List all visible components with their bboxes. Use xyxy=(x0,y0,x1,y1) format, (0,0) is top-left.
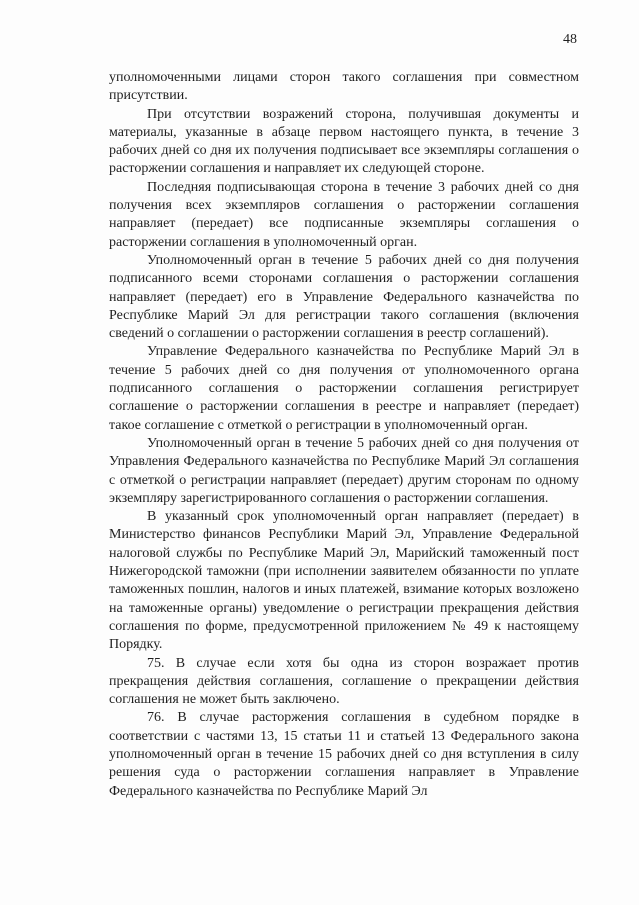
paragraph-item-75: 75. В случае если хотя бы одна из сторон возражает против прекращения действия соглашения, соглашение о прекращении действия соглашения не может быть заключено. xyxy=(109,655,579,708)
paragraph: Управление Федерального казначейства по Республике Марий Эл в течение 5 рабочих дней со дня получения от уполномоченного органа подписанного соглашения о расторжении соглашения регистрирует соглашение о расторжении соглашения в реестре и направляет (передает) такое соглашение с отметкой о регистрации в уполномоченный орган. xyxy=(109,344,579,433)
paragraph: Уполномоченный орган в течение 5 рабочих дней со дня получения подписанного всеми сторонами соглашения о расторжении соглашения направляет (передает) его в Управление Федерального казначейства по Республике Марий Эл для регистрации такого соглашения (включения сведений о соглашении о расторжении соглашения в реестр соглашений). xyxy=(109,252,579,342)
paragraph: Уполномоченный орган в течение 5 рабочих дней со дня получения от Управления Федерального казначейства по Республике Марий Эл соглашения с отметкой о регистрации направляет (передает) другим сторонам по одному экземпляру зарегистрированного соглашения о расторжении соглашения. xyxy=(109,435,579,506)
paragraph: уполномоченными лицами сторон такого соглашения при совместном присутствии. xyxy=(109,70,579,104)
page-number: 48 xyxy=(563,32,577,47)
paragraph: При отсутствии возражений сторона, получившая документы и материалы, указанные в абзаце первом настоящего пункта, в течение 3 рабочих дней со дня их получения подписывает все экземпляры соглашения о расторжении соглашения и направляет их следующей стороне. xyxy=(109,106,579,177)
paragraph-item-76: 76. В случае расторжения соглашения в судебном порядке в соответствии с частями 13, 15 статьи 11 и статьей 13 Федерального закона уполномоченный орган в течение 15 рабочих дней со дня вступления в силу решения суда о расторжении соглашения направляет в Управление Федерального казначейства по Республике Марий Эл xyxy=(109,710,579,799)
paragraph: В указанный срок уполномоченный орган направляет (передает) в Министерство финансов Республики Марий Эл, Управление Федеральной налоговой службы по Республике Марий Эл, Марийский таможенный пост Нижегородской таможни (при исполнении заявителем обязанности по уплате таможенных пошлин, налогов и иных платежей, взимание которых возложено на таможенные органы) уведомление о регистрации прекращения действия соглашения по форме, предусмотренной приложением № 49 к настоящему Порядку. xyxy=(109,509,579,653)
paragraph: Последняя подписывающая сторона в течение 3 рабочих дней со дня получения всех экземпляров соглашения о расторжении соглашения направляет (передает) все подписанные экземпляры соглашения о расторжении соглашения в уполномоченный орган. xyxy=(109,179,579,250)
document-body xyxy=(109,69,579,801)
